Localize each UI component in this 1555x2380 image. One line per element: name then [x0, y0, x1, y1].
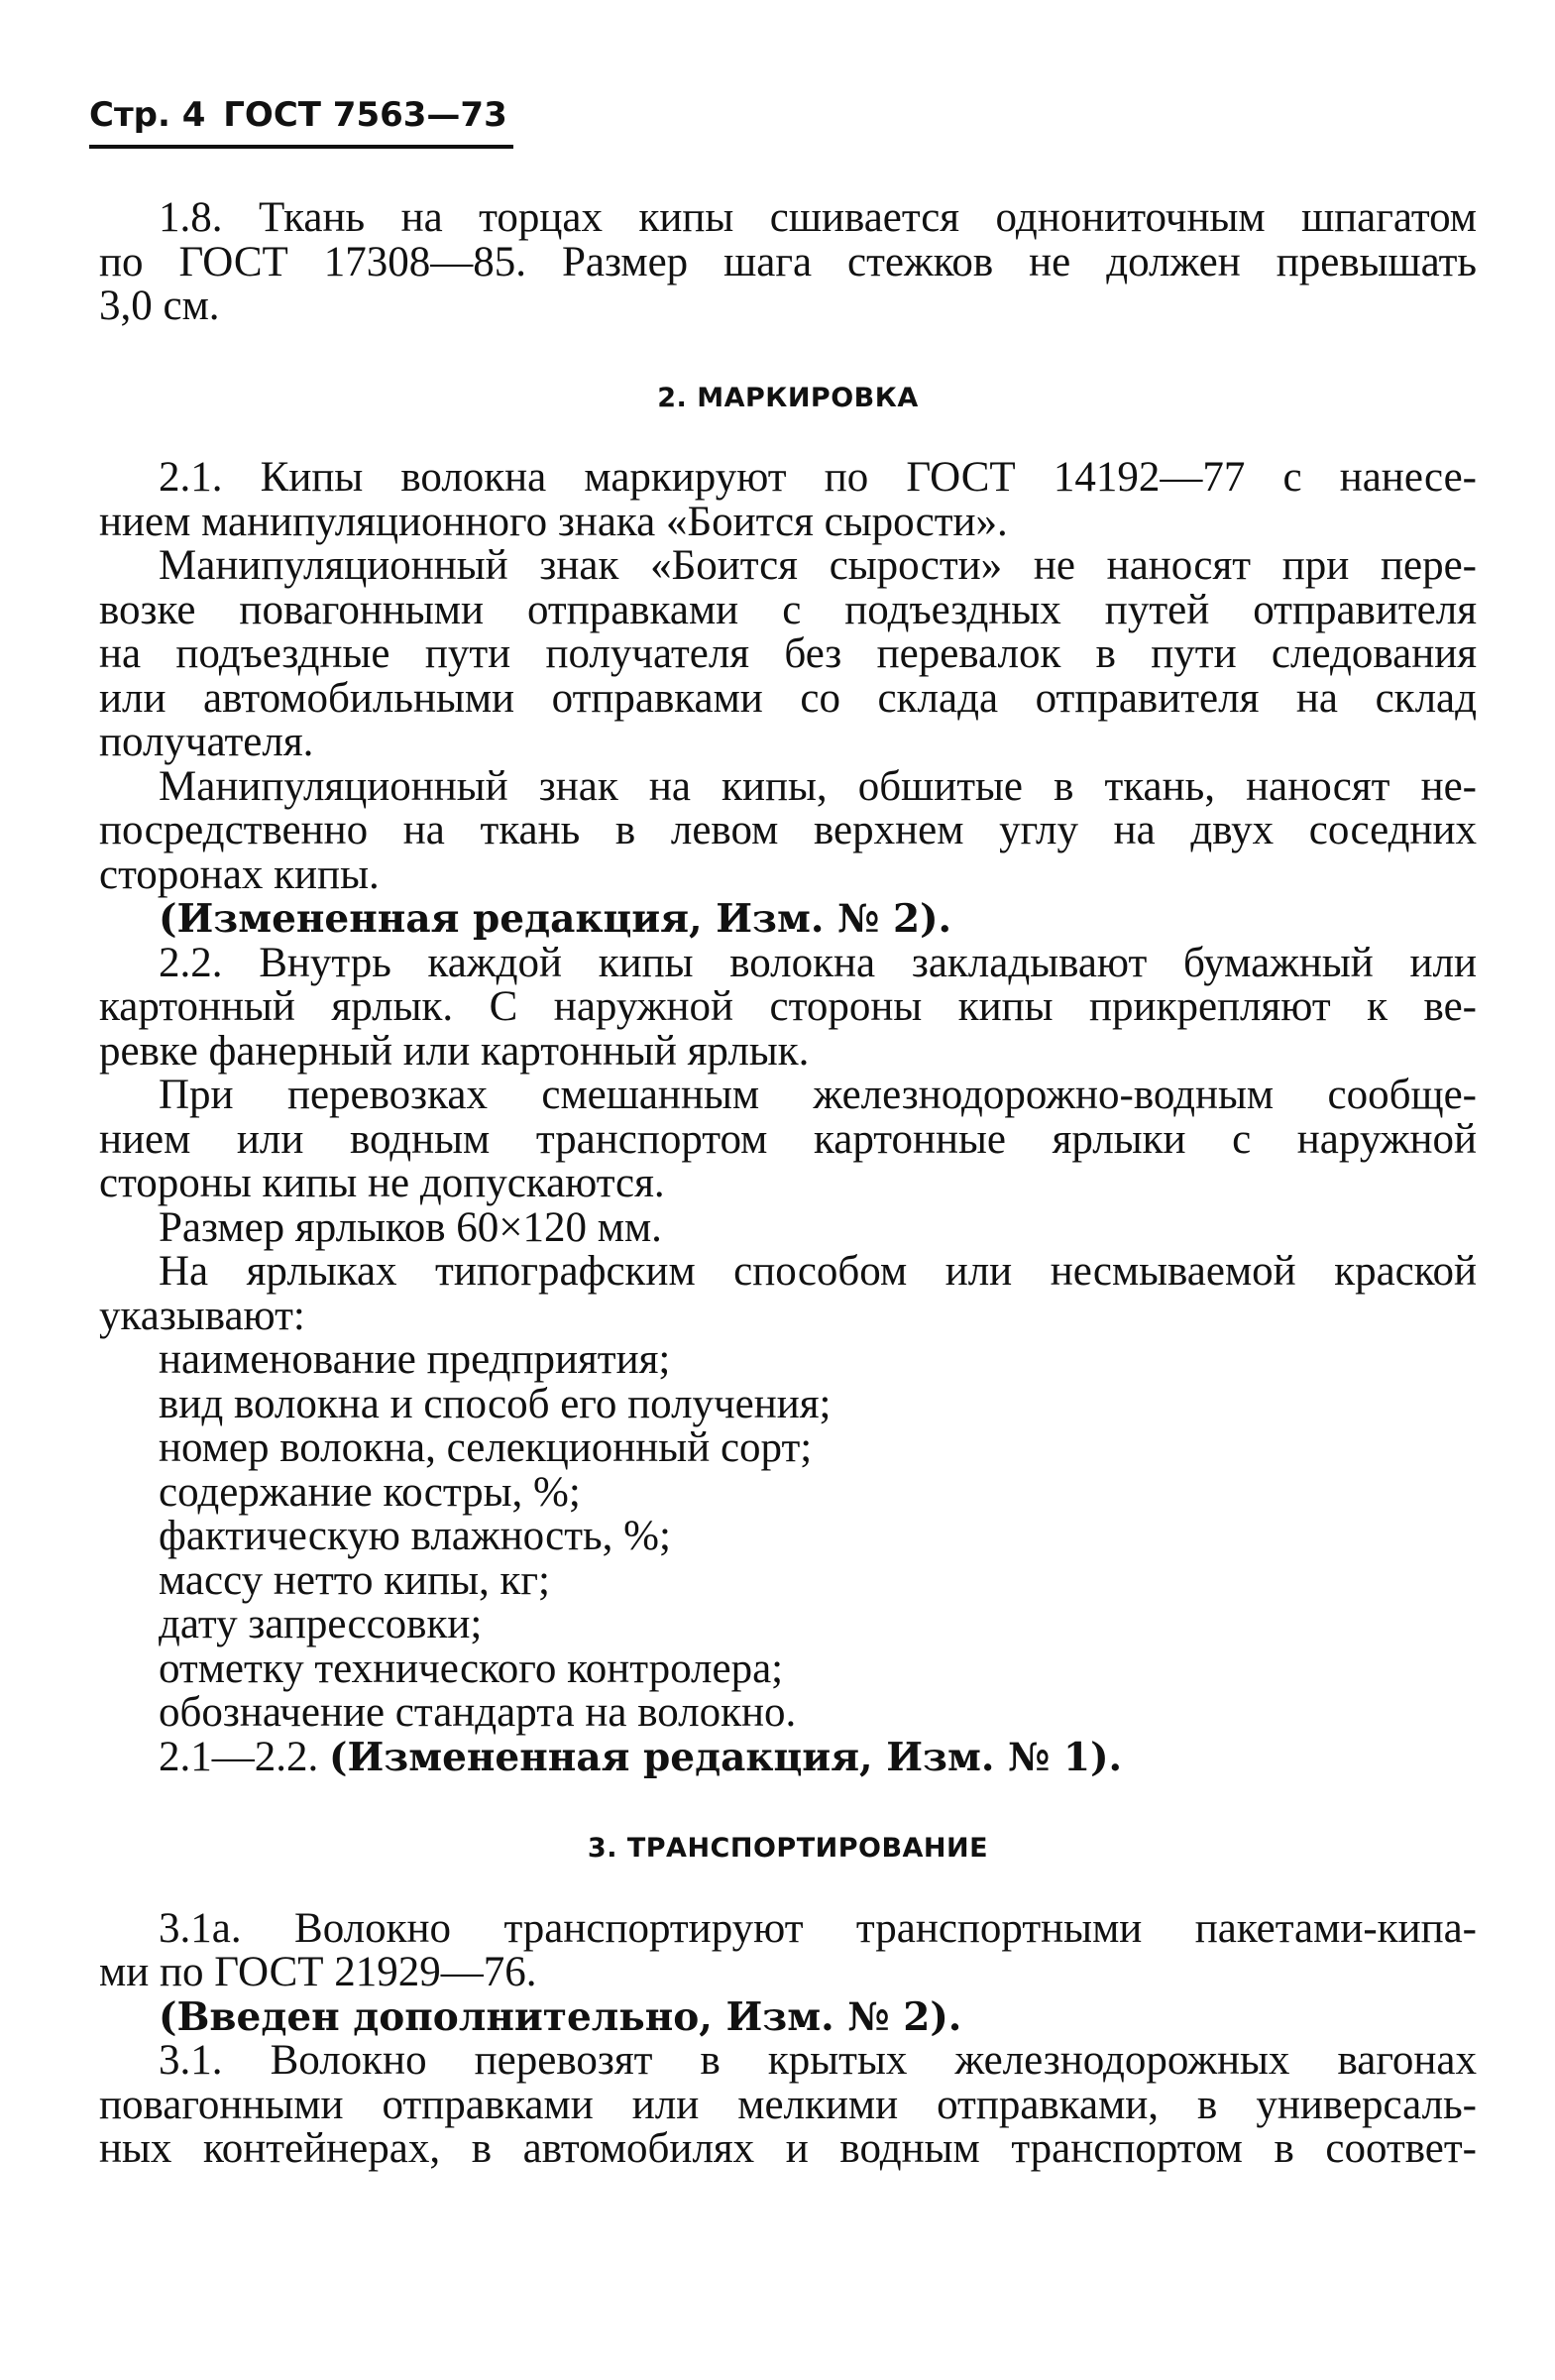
section-heading-2: 2. МАРКИРОВКА	[657, 382, 919, 413]
text-line: указывают:	[99, 1292, 305, 1339]
list-item: дату запрессовки;	[159, 1601, 483, 1647]
list-item: обозначение стандарта на волокно.	[159, 1689, 797, 1736]
text-line: ревке фанерный или картонный ярлык.	[99, 1027, 810, 1075]
list-item: содержание костры, %;	[159, 1468, 581, 1516]
text-line: 3,0 см.	[99, 283, 220, 329]
amendment-range	[99, 1733, 1477, 1780]
list-item: наименование предприятия;	[159, 1336, 671, 1383]
text-line: или автомобильными отправками со склада отправителя на склад	[99, 674, 1477, 722]
list-item: номер волокна, селекционный сорт;	[159, 1424, 813, 1471]
header-rule	[89, 145, 513, 149]
text-line: 3.1а. Волокно транспортируют транспортными пакетами-кипа-	[159, 1904, 1477, 1952]
text-line: стороны кипы не допускаются.	[99, 1160, 665, 1206]
text-line: 2.2. Внутрь каждой кипы волокна закладывают бумажный или	[159, 939, 1477, 986]
page-number: Стр. 4	[89, 95, 206, 135]
paragraph-2-2-b	[99, 1074, 1477, 1206]
paragraph-1-8	[99, 196, 1477, 329]
amendment-range-text: (Измененная редакция, Изм. № 1).	[329, 1734, 1123, 1780]
paragraph-2-1-c	[99, 762, 1477, 898]
list-item: вид волокна и способ его получения;	[159, 1380, 832, 1427]
label-contents-list	[99, 1338, 1477, 1736]
label-size: Размер ярлыков 60×120 мм.	[159, 1203, 662, 1251]
text-line: Манипуляционный знак на кипы, обшитые в ткань, наносят не-	[159, 762, 1477, 810]
text-line: ми по ГОСТ 21929—76.	[99, 1949, 537, 1995]
text-line: ных контейнерах, в автомобилях и водным транспортом в соответ-	[99, 2125, 1477, 2172]
list-item: отметку технического контролера;	[159, 1644, 784, 1692]
text-line: получателя.	[99, 719, 314, 765]
list-item: массу нетто кипы, кг;	[159, 1556, 550, 1604]
section-heading-3: 3. ТРАНСПОРТИРОВАНИЕ	[587, 1833, 989, 1864]
paragraph-3-1a	[99, 1904, 1477, 1995]
paragraph-2-1	[99, 456, 1477, 544]
paragraph-2-2	[99, 939, 1477, 1075]
text-line: на подъездные пути получателя без перевалок в пути следования	[99, 630, 1477, 677]
text-line: 2.1. Кипы волокна маркируют по ГОСТ 14192—77 с нанесе-	[159, 454, 1477, 501]
text-line: сторонах кипы.	[99, 850, 380, 898]
amendment-range-number: 2.1—2.2.	[159, 1733, 319, 1780]
text-line: повагонными отправками или мелкими отправками, в универсаль-	[99, 2081, 1477, 2128]
text-line: картонный ярлык. С наружной стороны кипы прикрепляют к ве-	[99, 983, 1477, 1030]
list-item: фактическую влажность, %;	[159, 1513, 671, 1559]
amendment-note: (Введен дополнительно, Изм. № 2).	[159, 1993, 962, 2040]
paragraph-3-1	[99, 2039, 1477, 2172]
text-line: На ярлыках типографским способом или несмываемой краской	[159, 1248, 1477, 1295]
text-line: 3.1. Волокно перевозят в крытых железнодорожных вагонах	[159, 2037, 1477, 2084]
text-line: возке повагонными отправками с подъездных путей отправителя	[99, 586, 1477, 633]
text-line: посредственно на ткань в левом верхнем углу на двух соседних	[99, 807, 1477, 853]
amendment-note: (Измененная редакция, Изм. № 2).	[159, 896, 952, 942]
document-body	[99, 196, 1477, 2172]
text-line: При перевозках смешанным железнодорожно-водным сообще-	[159, 1072, 1477, 1118]
text-line: нием или водным транспортом картонные ярлыки с наружной	[99, 1115, 1477, 1163]
page-header	[89, 95, 507, 135]
text-line: нием манипуляционного знака «Боится сырости».	[99, 498, 1008, 545]
text-line: Манипуляционный знак «Боится сырости» не наносят при пере-	[159, 542, 1477, 589]
text-line: по ГОСТ 17308—85. Размер шага стежков не должен превышать	[99, 238, 1477, 285]
standard-number: ГОСТ 7563—73	[223, 95, 507, 135]
text-line: 1.8. Ткань на торцах кипы сшивается однониточным шпагатом	[159, 194, 1477, 241]
paragraph-2-2-d	[99, 1250, 1477, 1338]
paragraph-2-1-b	[99, 544, 1477, 765]
